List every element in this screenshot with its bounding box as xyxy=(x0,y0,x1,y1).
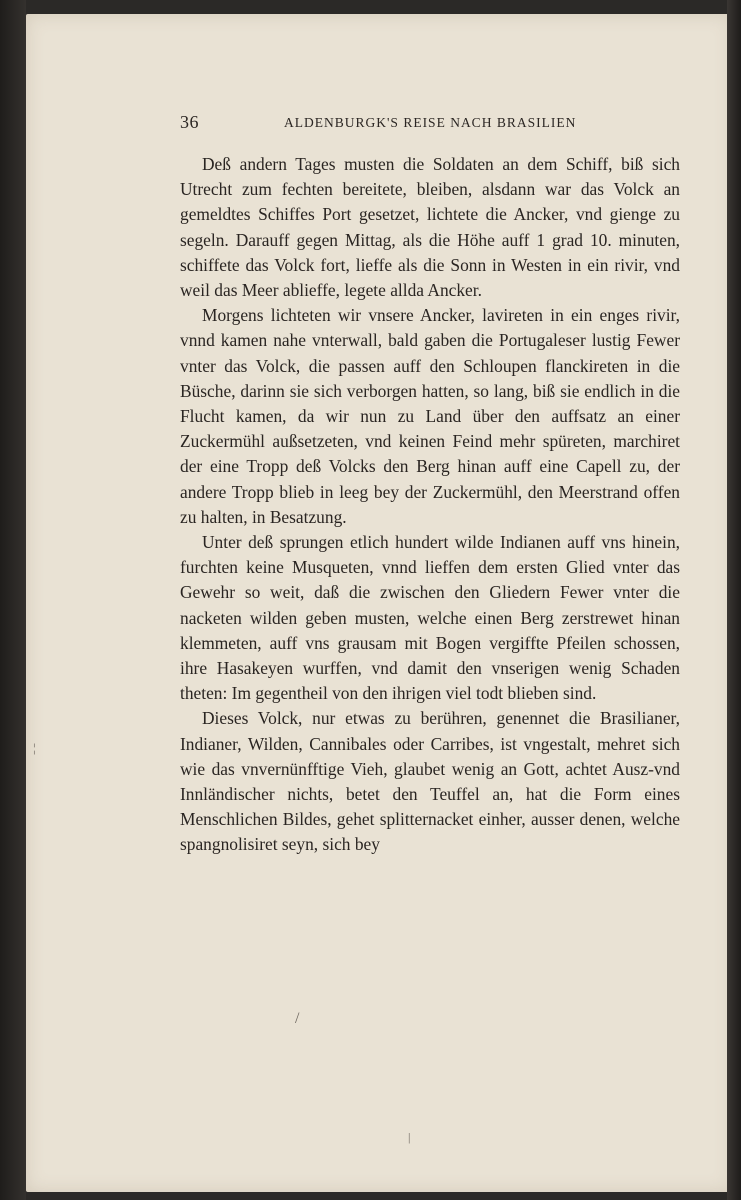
paper-speck: / xyxy=(295,1010,300,1027)
body-text xyxy=(180,152,680,858)
page-header xyxy=(180,112,680,136)
paragraph: Morgens lichteten wir vnsere Ancker, lavireten in ein enges rivir, vnnd kamen nahe vnterwall, bald gaben die Portugaleser lustig Fewer vnter das Volck, die passen auff den Schloupen flanckireten in die Büsche, darinn sie sich verborgen hatten, so lang, biß sie endlich in die Flucht kamen, da wir nun zu Land über den auffsatz an einer Zuckermühl außsetzeten, vnd keinen Feind mehr spüreten, marchiret der eine Tropp deß Volcks den Berg hinan auff eine Capell zu, der andere Tropp blieb in leeg bey der Zuckermühl, den Meerstrand offen zu halten, in Besatzung. xyxy=(180,305,680,527)
paragraph: Deß andern Tages musten die Soldaten an dem Schiff, biß sich Utrecht zum fechten bereitete, bleiben, alsdann war das Volck an gemeldtes Schiffes Port gesetzet, lichtete die Ancker, vnd gienge zu segeln. Darauff gegen Mittag, als die Höhe auff 1 grad 10. minuten, schiffete das Volck fort, lieffe als die Sonn in Westen in ein rivir, vnd weil das Meer ablieffe, legete allda Ancker. xyxy=(180,154,680,301)
paper-speck: ¦ xyxy=(33,740,36,755)
paragraph: Unter deß sprungen etlich hundert wilde Indianen auff vns hinein, furchten keine Musqueten, vnnd lieffen dem ersten Glied vnter das Gewehr so weit, daß die zwischen den Gliedern Fewer vnter die nacketen wilden geben musten, welche einen Berg zerstrewet hinan klemmeten, auff vns grausam mit Bogen vergiffte Pfeilen schossen, ihre Hasakeyen wurffen, vnd damit den vnserigen wenig Schaden theten: Im gegentheil von den ihrigen viel todt blieben sind. xyxy=(180,532,680,704)
page-number: 36 xyxy=(180,112,199,132)
book-spine-shadow xyxy=(0,0,26,1200)
running-head: ALDENBURGK'S REISE NACH BRASILIEN xyxy=(284,115,577,130)
paragraph: Dieses Volck, nur etwas zu berühren, genennet die Brasilianer, Indianer, Wilden, Cannibales oder Carribes, ist vngestalt, mehret sich wie das vnvernünfftige Vieh, glaubet wenig an Gott, achtet Ausz-vnd Innländischer nichts, betet den Teuffel an, hat die Form eines Menschlichen Bildes, gehet splitternacket einher, ausser denen, welche spangnolisiret seyn, sich bey xyxy=(180,708,680,855)
paper-speck: | xyxy=(408,1130,411,1144)
book-edge-shadow xyxy=(727,0,741,1200)
